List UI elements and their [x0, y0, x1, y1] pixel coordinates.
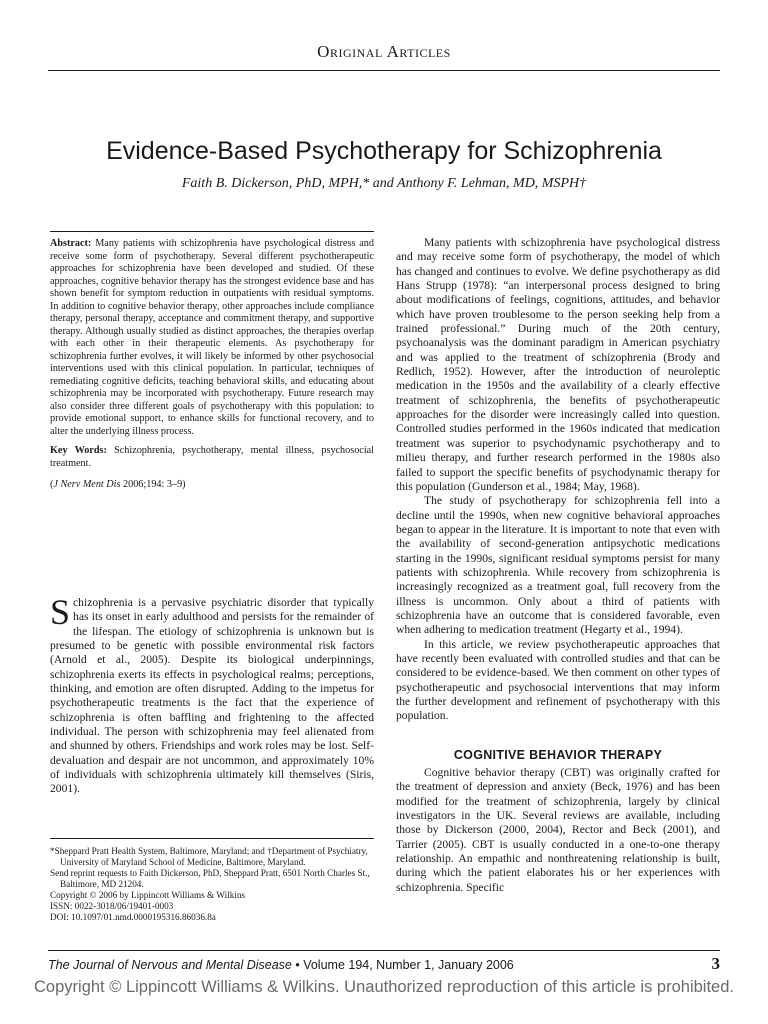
intro-text: chizophrenia is a pervasive psychiatric disorder that typically has its onset in early adulthood and persists for the remainder of the lifespan. The etiology of schizophrenia is unknown but is presumed to be genetic with possible environmental risk factors (Arnold et al., 2005). Despite its biological underpinnings, schizophrenia exerts its effects in psychological realms; perceptions, thinking, and emotion are often disrupted. Adding to the impetus for psychotherapeutic treatments is the fact that the experience of schizophrenia is often baffling and frightening to the affected individual. The person with schizophrenia may feel alienated from and shunned by others. Friendships and work roles may be lost. Self-devaluation and despair are not uncommon, and approximately 10% of individuals with schizophrenia ultimately kill themselves (Siris, 2001). — [50, 596, 374, 796]
citation-journal: J Nerv Ment Dis — [53, 479, 121, 490]
right-column — [396, 236, 720, 895]
page-number: 3 — [711, 954, 720, 973]
footnote-reprint: Send reprint requests to Faith Dickerson, PhD, Sheppard Pratt, 6501 North Charles St., Baltimore, MD 21204. — [50, 868, 370, 889]
abstract — [50, 238, 374, 438]
keywords-label: Key Words: — [50, 445, 107, 456]
journal-footer — [48, 958, 514, 972]
section-label: Original Articles — [317, 42, 451, 61]
footnote-affiliation: *Sheppard Pratt Health System, Baltimore, Maryland; and †Department of Psychiatry, University of Maryland School of Medicine, Baltimore, Maryland. — [50, 846, 368, 867]
section-heading: COGNITIVE BEHAVIOR THERAPY — [453, 747, 663, 762]
body-paragraph: The study of psychotherapy for schizophrenia fell into a decline until the 1990s, when new cognitive behavioral approaches began to appear in the literature. It is important to note that even with the availability of second-generation antipsychotic medications starting in the 1990s, significant residual symptoms persist for many patients with schizophrenia. While recovery from schizophrenia is increasingly recognized as a treatment goal, full recovery from the illness is uncommon. Only about a third of patients with schizophrenia have an outcome that is considered favorable, even when adhering to medication treatment (Hegarty et al., 1994). — [396, 494, 720, 637]
keywords-text: Schizophrenia, psychotherapy, mental illness, psychosocial treatment. — [50, 445, 375, 469]
citation-details: 2006;194: 3–9) — [123, 479, 186, 490]
body-paragraph: Many patients with schizophrenia have psychological distress and may receive some form of psychotherapy, the model of which has changed and continues to evolve. We define psychotherapy as did Hans Strupp (1978): “an interpersonal process designed to bring about modifications of feelings, cognitions, attitudes, and behavior which have proven troublesome to the person seeking help from a trained professional.” During much of the 20th century, psychoanalysis was the dominant paradigm in American psychiatry and was applied to the treatment of schizophrenia (Brody and Redlich, 1952). However, after the introduction of neuroleptic medication in the 1950s and the availability of a clearly effective treatment of schizophrenia, the benefits of psychotherapeutic approaches for the disorder were increasingly called into question. Controlled studies performed in the 1960s indicated that medication treatment was superior to psychodynamic psychotherapy and to milieu therapy, and further research performed in the 1980s also failed to support the specific benefits of psychodynamic therapy for this population (Gunderson et al., 1984; May, 1968). — [396, 236, 720, 493]
citation: (J Nerv Ment Dis 2006;194: 3–9) — [50, 479, 186, 490]
footnotes — [50, 846, 374, 923]
body-paragraph: In this article, we review psychotherapeutic approaches that have recently been evaluated with controlled studies and that can be considered to be evidence-based. We then comment on other types of psychotherapeutic and psychosocial interventions that may inform the further development and refinement of psychotherapy with this population. — [396, 637, 720, 723]
abstract-label: Abstract: — [50, 238, 92, 249]
footnote-rule — [50, 838, 374, 839]
abstract-text: Many patients with schizophrenia have psychological distress and receive some form of psychotherapy. Several different psychotherapeutic approaches for schizophrenia have been developed and studied. Of these approaches, cognitive behavior therapy has the strongest evidence base and has shown benefit for symptom reduction in outpatients with residual symptoms. In addition to cognitive behavior therapy, other approaches include compliance therapy, personal therapy, acceptance and commitment therapy, and supportive therapy. Although usually studied as distinct approaches, the therapies overlap with each other in their therapeutic elements. As psychotherapy for schizophrenia further evolves, it will likely be informed by other psychosocial interventions used with this clinical population. In particular, techniques of remediating cognitive deficits, teaching behavioral skills, and educating about schizophrenia may be incorporated with psychotherapy. Future research may also consider three different goals of psychotherapy with this population: to provide emotional support, to enhance skills for functional recovery, and to alter the underlying illness process. — [50, 238, 374, 437]
journal-name: The Journal of Nervous and Mental Disease — [48, 958, 292, 972]
drop-cap: S — [50, 592, 71, 632]
article-title: Evidence-Based Psychotherapy for Schizophrenia — [106, 136, 662, 165]
footnote-issn: ISSN: 0022-3018/06/19401-0003 — [50, 901, 174, 911]
body-paragraph: Cognitive behavior therapy (CBT) was originally crafted for the treatment of depression and anxiety (Beck, 1976) and has been modified for the treatment of schizophrenia, largely by clinical investigators in the UK. Several reviews are available, including those by Dickerson (2000, 2004), Rector and Beck (2001), and Tarrier (2005). CBT is usually conducted in a one-to-one therapy relationship. An empathic and nonthreatening relationship is built, during which the patient elaborates his or her experiences with schizophrenia. Specific — [396, 766, 720, 894]
header-rule — [48, 70, 720, 71]
footnote-copyright: Copyright © 2006 by Lippincott Williams & Wilkins — [50, 890, 246, 900]
footnote-doi: DOI: 10.1097/01.nmd.0000195316.86036.8a — [50, 912, 216, 922]
copyright-banner: Copyright © Lippincott Williams & Wilkins. Unauthorized reproduction of this article is prohibited. — [34, 978, 734, 996]
intro-paragraph — [50, 592, 374, 797]
journal-issue: • Volume 194, Number 1, January 2006 — [291, 958, 514, 972]
abstract-rule — [50, 231, 374, 232]
author-line: Faith B. Dickerson, PhD, MPH,* and Anthony F. Lehman, MD, MSPH† — [181, 176, 587, 191]
keywords — [50, 445, 374, 470]
footer-rule — [48, 950, 720, 951]
abstract-section — [50, 238, 374, 492]
